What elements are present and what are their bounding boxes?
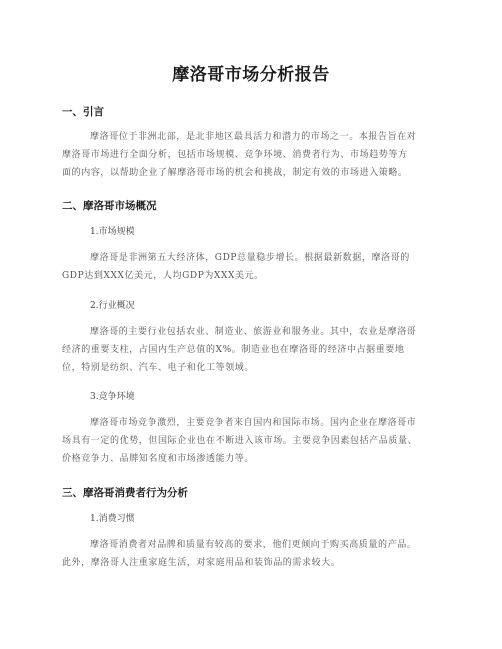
subsection-label-competition: 3.竞争环境 [90, 392, 135, 402]
paragraph-line: 此外，摩洛哥人注重家庭生活，对家庭用品和装饰品的需求较大。 [62, 558, 341, 568]
subsection-label-market-size: 1.市场规模 [90, 227, 135, 237]
paragraph-line: 摩洛哥位于非洲北部，是北非地区最具活力和潜力的市场之一。本报告旨在对 [90, 132, 417, 142]
paragraph-line: 摩洛哥消费者对品牌和质量有较高的要求，他们更倾向于购买高质量的产品。 [90, 540, 417, 550]
paragraph-line: 位，特别是纺织、汽车、电子和化工等领域。 [62, 363, 255, 373]
paragraph-line: 经济的重要支柱，占国内生产总值的X%。制造业也在摩洛哥的经济中占据重要地 [62, 345, 405, 355]
subsection-label-industry-overview: 2.行业概况 [90, 301, 135, 311]
paragraph-line: 摩洛哥是非洲第五大经济体，GDP总量稳步增长。根据最新数据，摩洛哥的 [90, 253, 410, 263]
section-heading-introduction: 一、引言 [62, 106, 104, 118]
section-heading-market-overview: 二、摩洛哥市场概况 [62, 200, 157, 212]
paragraph-line: GDP达到XXX亿美元，人均GDP为XXX美元。 [62, 271, 264, 281]
paragraph-line: 摩洛哥市场进行全面分析，包括市场规模、竞争环境、消费者行为、市场趋势等方 [62, 150, 408, 160]
section-heading-consumer-behavior: 三、摩洛哥消费者行为分析 [62, 487, 188, 499]
subsection-label-consumption-habits: 1.消费习惯 [90, 514, 135, 524]
paragraph-line: 面的内容，以帮助企业了解摩洛哥市场的机会和挑战，制定有效的市场进入策略。 [62, 168, 408, 178]
document-title: 摩洛哥市场分析报告 [172, 65, 330, 85]
paragraph-line: 价格竞争力、品牌知名度和市场渗透能力等。 [62, 454, 255, 464]
paragraph-line: 摩洛哥的主要行业包括农业、制造业、旅游业和服务业。其中，农业是摩洛哥 [90, 327, 417, 337]
paragraph-line: 场具有一定的优势，但国际企业也在不断进入该市场。主要竞争因素包括产品质量、 [62, 436, 418, 446]
paragraph-line: 摩洛哥市场竞争激烈，主要竞争者来自国内和国际市场。国内企业在摩洛哥市 [90, 418, 417, 428]
